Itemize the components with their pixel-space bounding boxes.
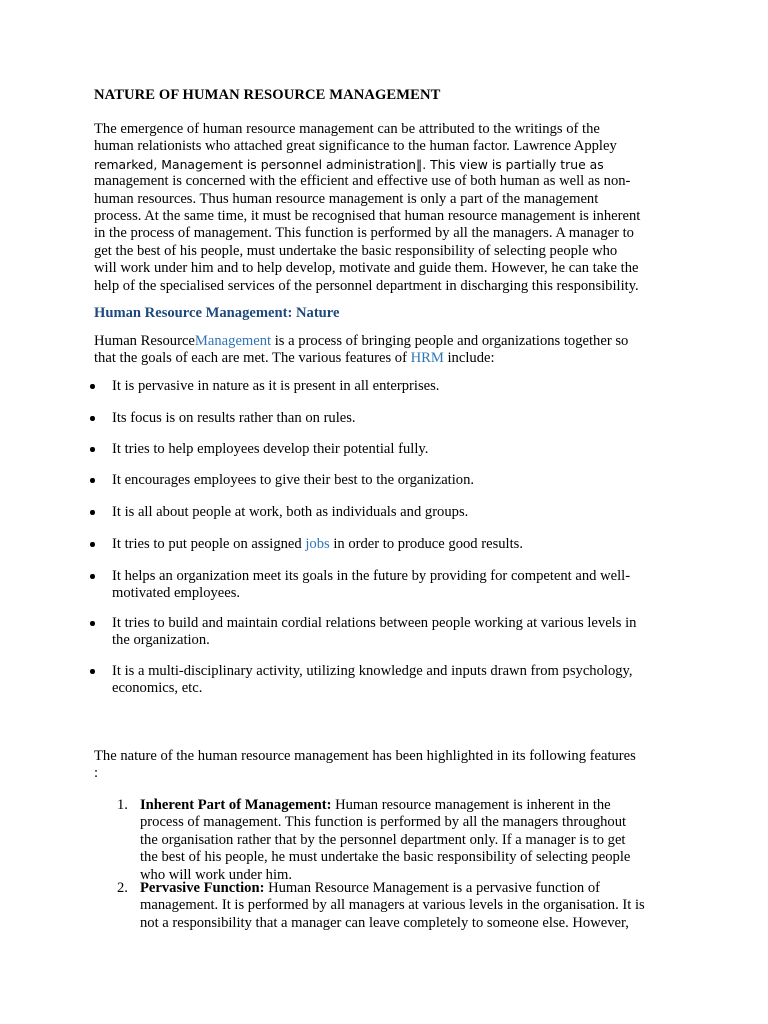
numbered-item-title: Inherent Part of Management:: [140, 797, 332, 813]
list-item-text: [112, 663, 692, 698]
list-item-text: in order to produce good results.: [329, 536, 523, 552]
intro-line: in the process of management. This function is performed by all the managers. A manager to: [94, 225, 634, 242]
bullet-icon: [90, 416, 95, 421]
lead-text: Human Resource: [94, 333, 195, 349]
numbered-item-text: Human Resource Management is a pervasive function of: [264, 880, 600, 896]
numbered-item: [140, 880, 700, 932]
list-item-text: [112, 568, 692, 603]
bullet-icon: [90, 621, 95, 626]
list-number: 1.: [117, 797, 128, 813]
intro-line: management is concerned with the efficient and effective use of both human as well as non-: [94, 173, 631, 190]
numbered-item-line: management. It is performed by all managers at various levels in the organisation. It is: [140, 897, 645, 914]
bullet-icon: [90, 669, 95, 674]
page-title: NATURE OF HUMAN RESOURCE MANAGEMENT: [94, 87, 441, 103]
summary-line: :: [94, 765, 99, 782]
list-item-line: It is a multi-disciplinary activity, utilizing knowledge and inputs drawn from psychology,: [112, 663, 633, 679]
lead-text: is a process of bringing people and organizations together so: [271, 333, 629, 349]
lead-text: include:: [443, 350, 495, 367]
management-link[interactable]: Management: [194, 333, 272, 349]
list-item-text: Its focus is on results rather than on rules.: [112, 410, 356, 426]
list-item-text: It is pervasive in nature as it is present in all enterprises.: [112, 378, 440, 394]
summary-line: The nature of the human resource management has been highlighted in its following features: [94, 748, 636, 764]
list-item-line: economics, etc.: [112, 680, 203, 697]
bullet-icon: [90, 478, 95, 483]
intro-line: get the best of his people, must undertake the basic responsibility of selecting people who: [94, 242, 618, 259]
list-item-line: the organization.: [112, 632, 210, 649]
intro-line: The emergence of human resource management can be attributed to the writings of the: [94, 121, 600, 137]
hrm-link[interactable]: HRM: [410, 350, 444, 367]
numbered-item-line: [140, 880, 700, 897]
list-item-text: It tries to put people on assigned: [112, 536, 306, 552]
bullet-icon: [90, 447, 95, 452]
list-item-line: It helps an organization meet its goals in the future by providing for competent and well-: [112, 568, 631, 584]
numbered-item-line: not a responsibility that a manager can leave completely to someone else. However,: [140, 914, 629, 931]
bullet-icon: [90, 542, 95, 547]
numbered-item-line: the organisation rather that by the personnel department only. If a manager is to get: [140, 831, 626, 848]
lead-text: that the goals of each are met. The various features of: [94, 350, 411, 367]
intro-line: process. At the same time, it must be recognised that human resource management is inherent: [94, 208, 641, 225]
numbered-item-line: who will work under him.: [140, 866, 293, 883]
summary-paragraph: [94, 748, 694, 783]
list-item-text: It encourages employees to give their best to the organization.: [112, 472, 475, 488]
bullet-icon: [90, 384, 95, 389]
bullet-icon: [90, 574, 95, 579]
intro-line: help of the specialised services of the personnel department in discharging this responsibility.: [94, 277, 639, 294]
list-item-text: [112, 536, 692, 553]
intro-line: human relationists who attached great significance to the human factor. Lawrence Appley: [94, 138, 617, 155]
numbered-item-line: process of management. This function is performed by all the managers throughout: [140, 814, 627, 831]
numbered-item-title: Pervasive Function:: [140, 880, 265, 896]
list-item-line: It tries to build and maintain cordial relations between people working at various levels in: [112, 615, 637, 631]
list-item-text: It is all about people at work, both as individuals and groups.: [112, 504, 469, 520]
list-item-line: motivated employees.: [112, 585, 241, 602]
bullet-icon: [90, 510, 95, 515]
intro-line: will work under him and to help develop, motivate and guide them. However, he can take the: [94, 260, 639, 277]
list-number: 2.: [117, 880, 128, 896]
list-item-text: It tries to help employees develop their potential fully.: [112, 441, 429, 457]
numbered-item-line: [140, 797, 700, 814]
list-item-text: [112, 615, 692, 650]
numbered-item-line: the best of his people, he must undertake the basic responsibility of selecting people: [140, 849, 631, 866]
numbered-item: [140, 797, 700, 884]
numbered-item-text: Human resource management is inherent in the: [331, 797, 611, 813]
jobs-link[interactable]: jobs: [305, 536, 330, 552]
intro-line: human resources. Thus human resource management is only a part of the management: [94, 190, 599, 207]
section-heading: Human Resource Management: Nature: [94, 305, 340, 321]
intro-line: remarked, Management is personnel administration‖. This view is partially true as: [94, 156, 604, 172]
